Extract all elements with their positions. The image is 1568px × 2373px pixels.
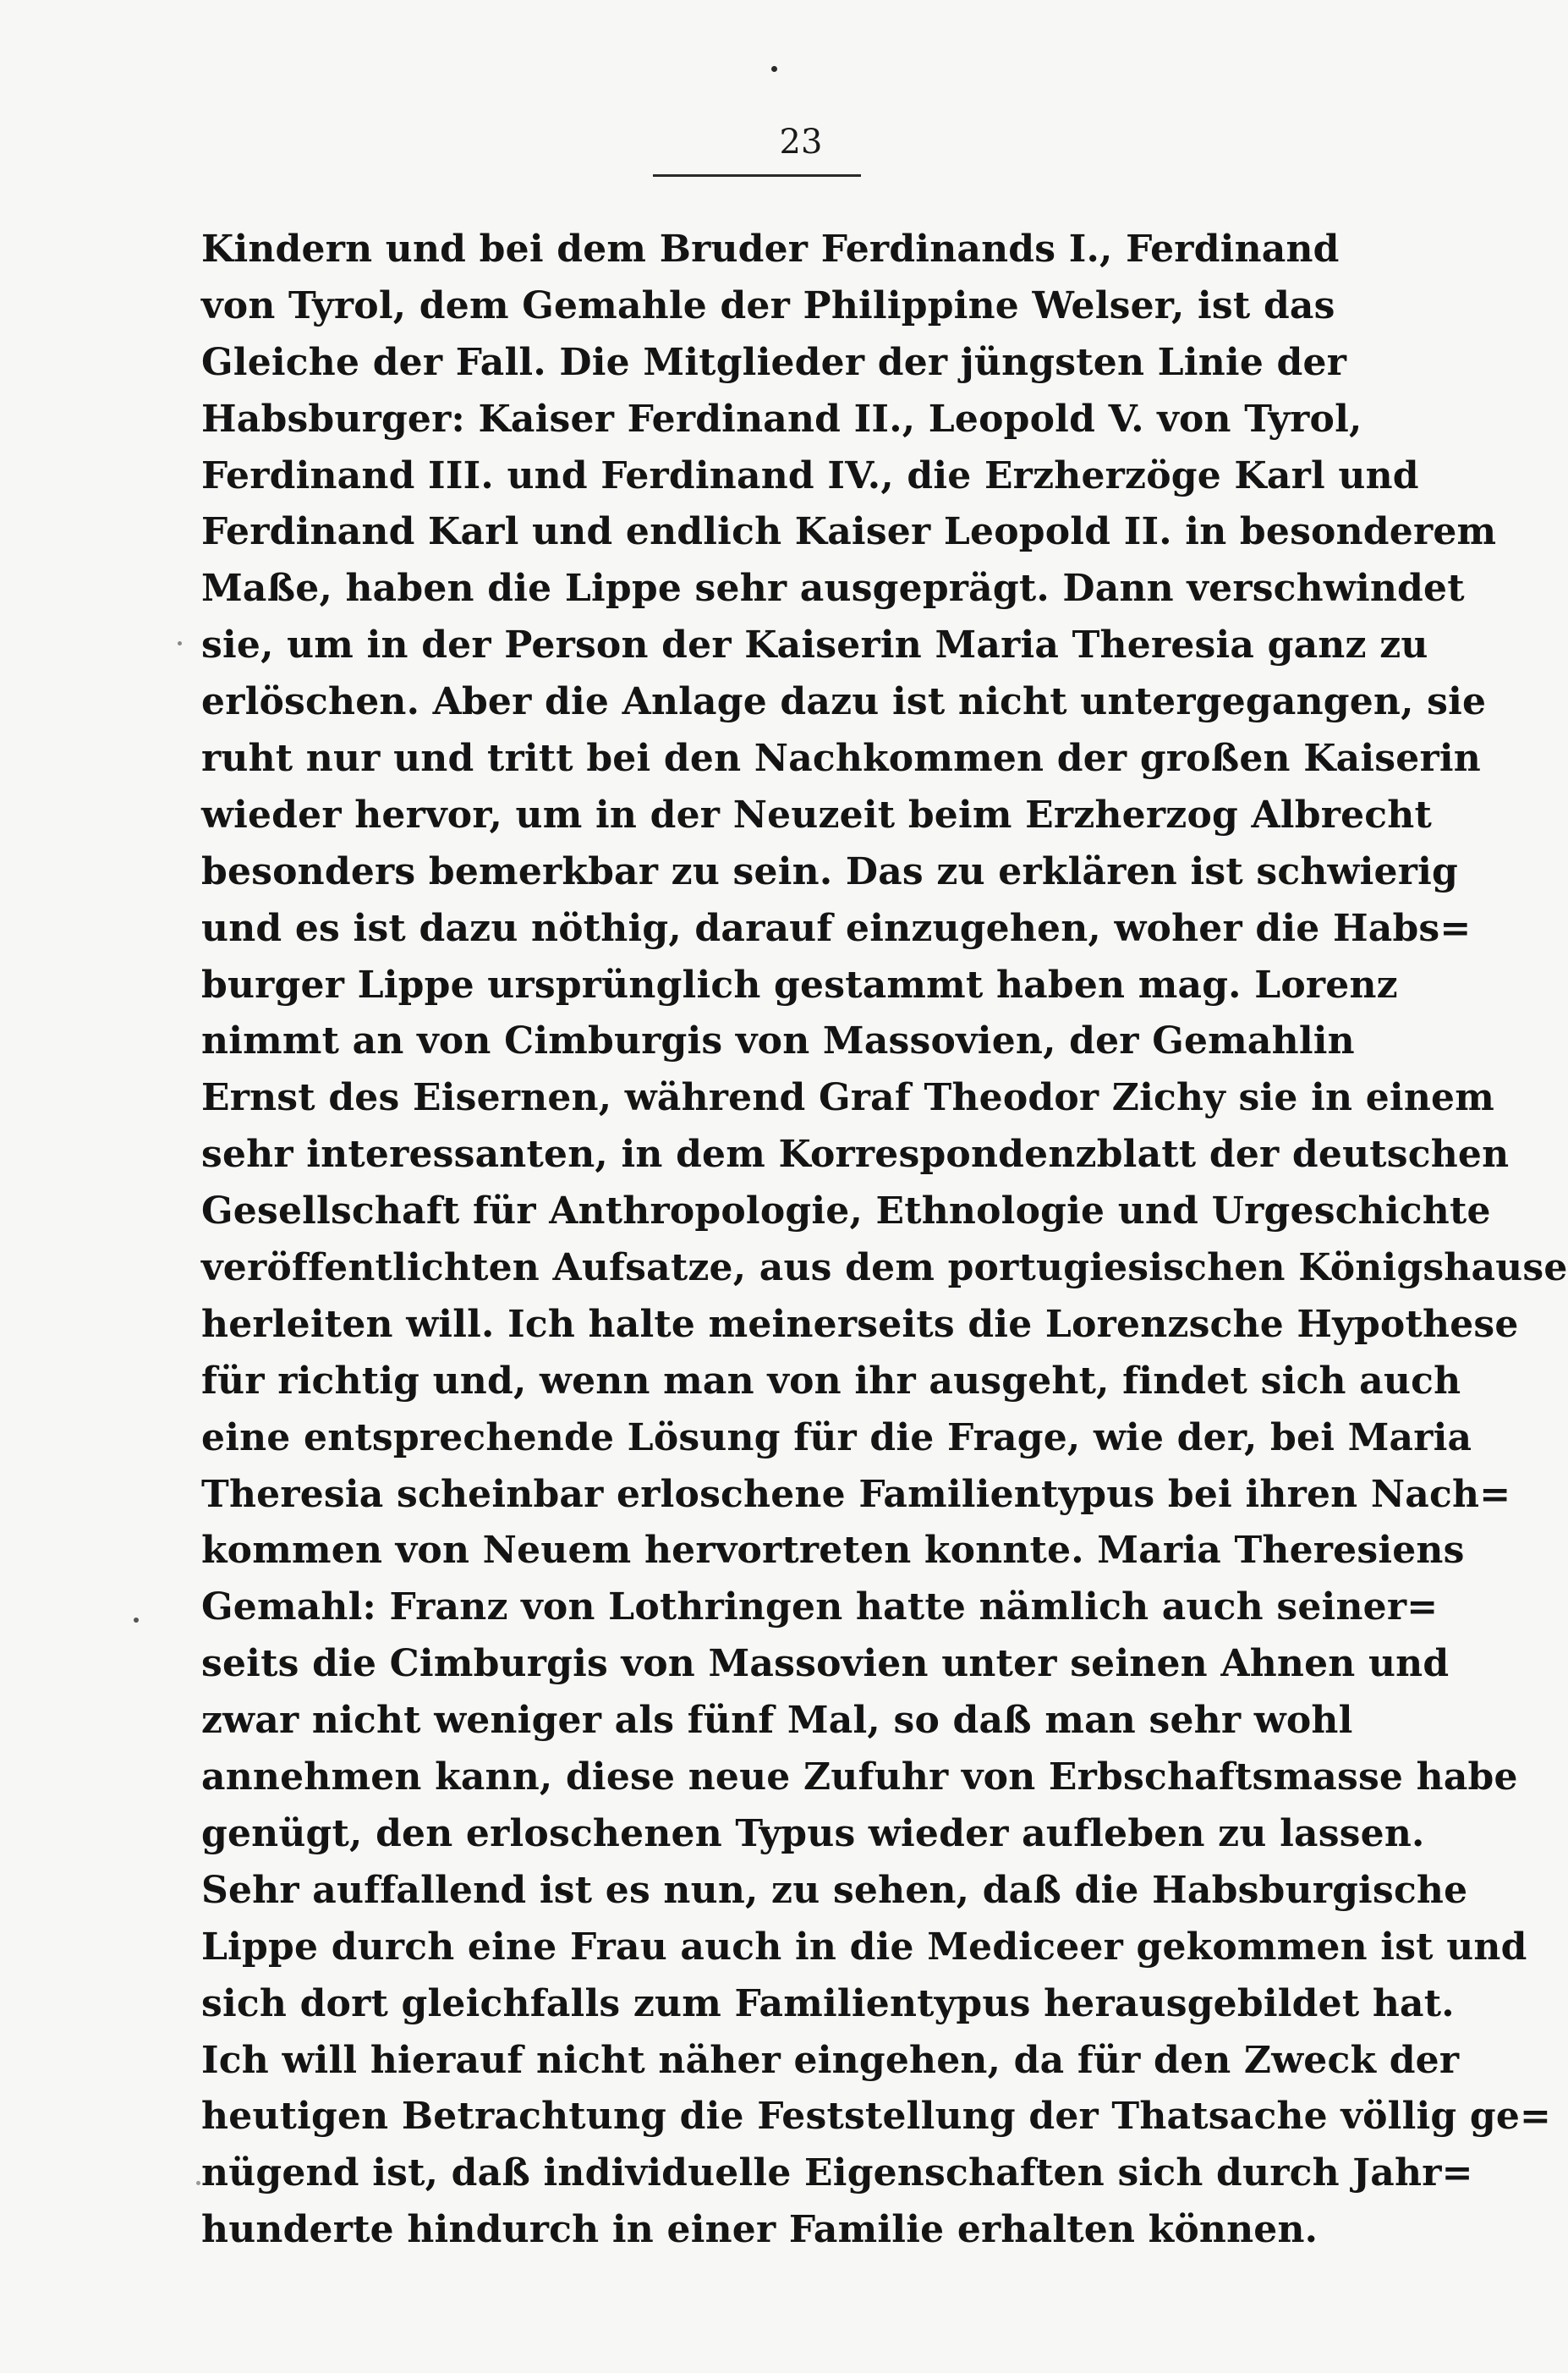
text-line: veröffentlichten Aufsatze, aus dem portugiesischen Königshause [201,1246,1568,1290]
text-line: annehmen kann, diese neue Zufuhr von Erbschaftsmasse habe [201,1755,1518,1799]
text-line: Lippe durch eine Frau auch in die Mediceer gekommen ist und [201,1925,1527,1969]
text-line: erlöschen. Aber die Anlage dazu ist nicht untergegangen, sie [201,680,1487,724]
header-rule [653,174,861,177]
text-line: seits die Cimburgis von Massovien unter seinen Ahnen und [201,1642,1450,1686]
text-line: Gleiche der Fall. Die Mitglieder der jüngsten Linie der [201,340,1347,384]
text-line: eine entsprechende Lösung für die Frage, wie der, bei Maria [201,1415,1472,1459]
text-line: und es ist dazu nöthig, darauf einzugehen, woher die Habs= [201,906,1472,950]
text-line: genügt, den erloschenen Typus wieder aufleben zu lassen. [201,1811,1425,1855]
text-line: hunderte hindurch in einer Familie erhalten können. [201,2208,1319,2252]
text-line: Ferdinand Karl und endlich Kaiser Leopold II. in besonderem [201,510,1497,554]
text-line: Sehr auffallend ist es nun, zu sehen, daß die Habsburgische [201,1868,1468,1912]
text-line: besonders bemerkbar zu sein. Das zu erklären ist schwierig [201,849,1459,893]
text-line: Gemahl: Franz von Lothringen hatte nämlich auch seiner= [201,1585,1439,1629]
text-line: für richtig und, wenn man von ihr ausgeht, findet sich auch [201,1359,1461,1403]
body-text [201,222,1568,2259]
text-line: nimmt an von Cimburgis von Massovien, der Gemahlin [201,1019,1355,1063]
text-line: zwar nicht weniger als fünf Mal, so daß man sehr wohl [201,1699,1353,1743]
text-line: nügend ist, daß individuelle Eigenschaften sich durch Jahr= [201,2151,1473,2195]
text-line: ruht nur und tritt bei den Nachkommen der großen Kaiserin [201,737,1481,781]
text-line: kommen von Neuem hervortreten konnte. Maria Theresiens [201,1529,1465,1573]
ink-speck [771,66,777,72]
text-line: Theresia scheinbar erloschene Familientypus bei ihren Nach= [201,1472,1511,1516]
text-line: von Tyrol, dem Gemahle der Philippine Welser, ist das [201,283,1335,327]
text-line: wieder hervor, um in der Neuzeit beim Erzherzog Albrecht [201,793,1432,837]
text-line: Habsburger: Kaiser Ferdinand II., Leopold V. von Tyrol, [201,397,1362,441]
ink-speck [196,2181,200,2185]
text-line: Gesellschaft für Anthropologie, Ethnologie und Urgeschichte [201,1189,1491,1233]
text-line: Maße, haben die Lippe sehr ausgeprägt. Dann verschwindet [201,567,1465,611]
ink-speck [178,641,182,645]
text-line: herleiten will. Ich halte meinerseits die Lorenzsche Hypothese [201,1302,1519,1346]
text-line: Ferdinand III. und Ferdinand IV., die Erzherzöge Karl und [201,453,1419,497]
page-number: 23 [779,123,823,162]
text-line: sich dort gleichfalls zum Familientypus herausgebildet hat. [201,1981,1455,2025]
text-line: heutigen Betrachtung die Feststellung der Thatsache völlig ge= [201,2095,1552,2139]
text-line: Ernst des Eisernen, während Graf Theodor Zichy sie in einem [201,1076,1494,1120]
text-line: sehr interessanten, in dem Korrespondenzblatt der deutschen [201,1133,1510,1177]
ink-speck [134,1618,139,1623]
text-line: sie, um in der Person der Kaiserin Maria Theresia ganz zu [201,623,1428,667]
text-line: Ich will hierauf nicht näher eingehen, da für den Zweck der [201,2038,1460,2082]
text-line: Kindern und bei dem Bruder Ferdinands I., Ferdinand [201,228,1340,271]
text-line: burger Lippe ursprünglich gestammt haben mag. Lorenz [201,963,1398,1007]
page-header [0,118,1563,166]
